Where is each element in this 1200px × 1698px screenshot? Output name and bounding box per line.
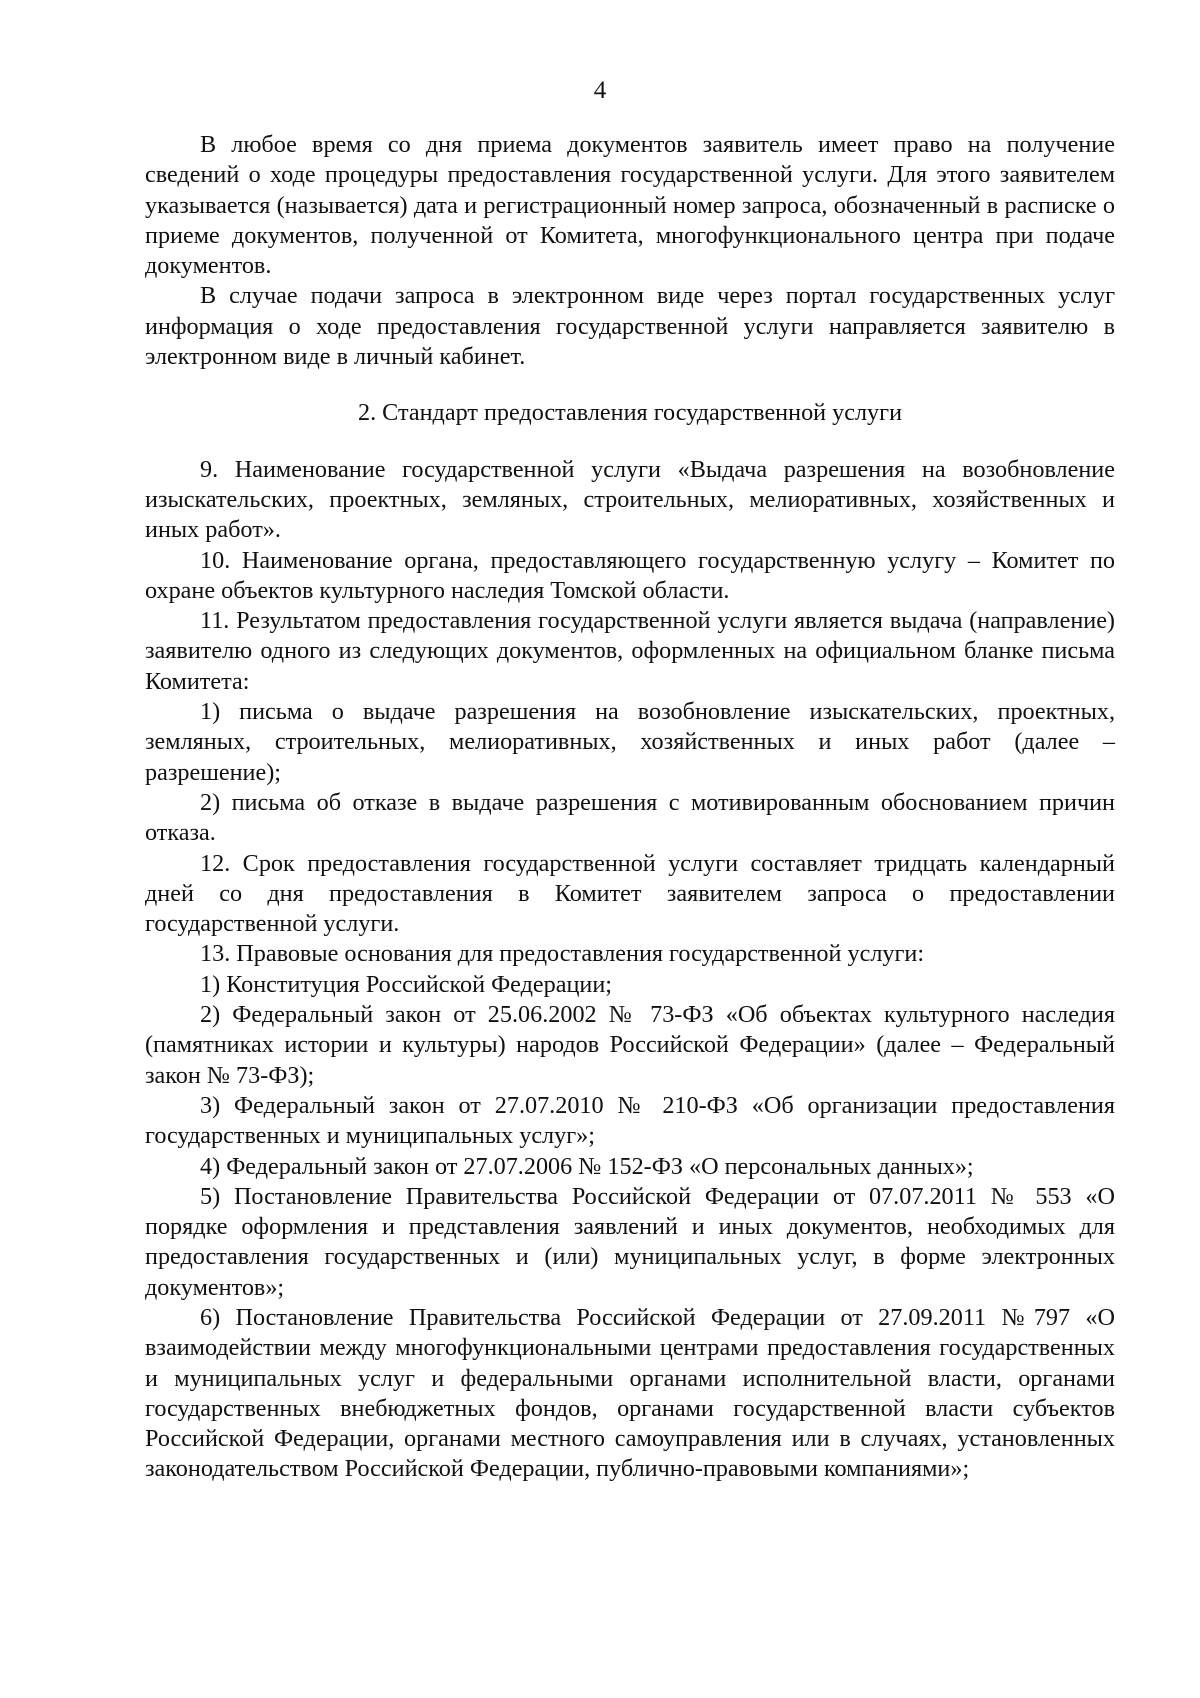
legal-basis-4: 4) Федеральный закон от 27.07.2006 № 152-ФЗ «О персональных данных»;	[200, 1152, 974, 1180]
item-12-term: 12. Срок предоставления государственной услуги составляет тридцать календарный дней со дня предоставления в Комитет заявителем запроса о предоставлении государственной услуги.	[145, 849, 1115, 938]
page-number: 4	[593, 77, 607, 104]
document-body	[145, 130, 1115, 1485]
legal-basis-3: 3) Федеральный закон от 27.07.2010 № 210-ФЗ «Об организации предоставления государственных и муниципальных услуг»;	[145, 1091, 1115, 1150]
item-11-sub-2: 2) письма об отказе в выдаче разрешения с мотивированным обоснованием причин отказа.	[145, 788, 1115, 847]
item-13-legal-basis: 13. Правовые основания для предоставления государственной услуги:	[200, 940, 925, 968]
legal-basis-2: 2) Федеральный закон от 25.06.2002 № 73-ФЗ «Об объектах культурного наследия (памятниках истории и культуры) народов Российской Федерации» (далее – Федеральный закон № 73-ФЗ);	[145, 1001, 1115, 1089]
section-heading: 2. Стандарт предоставления государственной услуги	[357, 399, 903, 427]
item-11-result: 11. Результатом предоставления государственной услуги является выдача (направление) заявителю одного из следующих документов, оформленных на официальном бланке письма Комитета:	[145, 607, 1115, 695]
paragraph-electronic-request: В случае подачи запроса в электронном виде через портал государственных услуг информация о ходе предоставления государственной услуги направляется заявителю в электронном виде в личный кабинет.	[145, 282, 1115, 371]
item-10-authority: 10. Наименование органа, предоставляющего государственную услугу – Комитет по охране объектов культурного наследия Томской области.	[145, 546, 1115, 604]
legal-basis-1: 1) Конституция Российской Федерации;	[200, 970, 613, 998]
item-9-service-name: 9. Наименование государственной услуги «Выдача разрешения на возобновление изыскательских, проектных, земляных, строительных, мелиоративных, хозяйственных и иных работ».	[145, 455, 1115, 544]
paragraph-status-info: В любое время со дня приема документов заявитель имеет право на получение сведений о ходе процедуры предоставления государственной услуги. Для этого заявителем указывается (называется) дата и регистрационный номер запроса, обозначенный в расписке о приеме документов, полученной от Комитета, многофункционального центра при подаче документов.	[145, 131, 1115, 280]
legal-basis-5: 5) Постановление Правительства Российской Федерации от 07.07.2011 № 553 «О порядке оформления и представления заявлений и иных документов, необходимых для предоставления государственных и (или) муниципальных услуг, в форме электронных документов»;	[145, 1182, 1115, 1301]
legal-basis-6: 6) Постановление Правительства Российской Федерации от 27.09.2011 №797 «О взаимодействии между многофункциональными центрами предоставления государственных и муниципальных услуг и федеральными органами исполнительной власти, органами государственных внебюджетных фондов, органами государственной власти субъектов Российской Федерации, органами местного самоуправления или в случаях, установленных законодательством Российской Федерации, публично-правовыми компаниями»;	[145, 1303, 1115, 1483]
item-11-sub-1: 1) письма о выдаче разрешения на возобновление изыскательских, проектных, земляных, строительных, мелиоративных, хозяйственных и иных работ (далее – разрешение);	[145, 698, 1115, 786]
